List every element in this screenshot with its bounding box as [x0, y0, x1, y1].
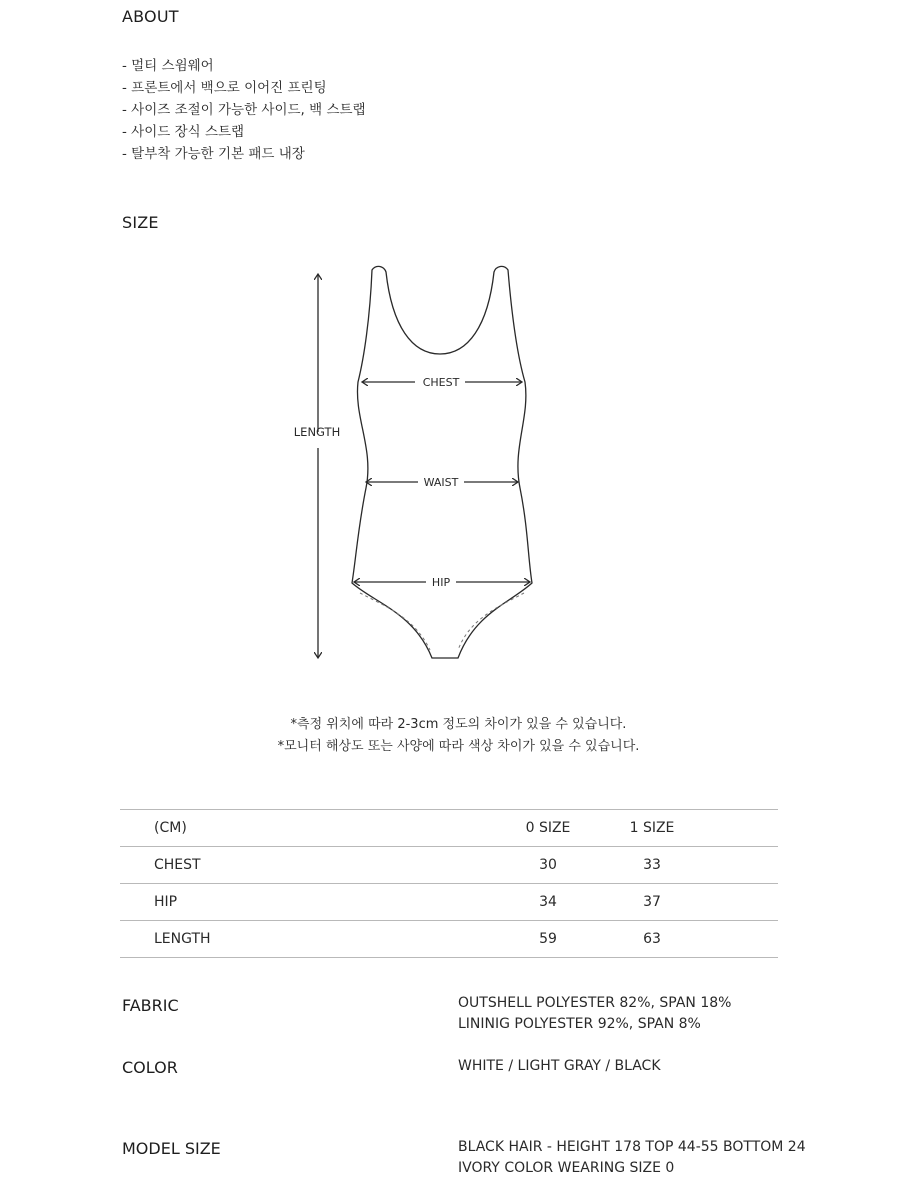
swimsuit-size-diagram — [280, 258, 560, 668]
fabric-line: OUTSHELL POLYESTER 82%, SPAN 18% — [458, 995, 732, 1011]
table-cell-size0: 30 — [496, 847, 600, 884]
table-header-size0: 0 SIZE — [496, 810, 600, 847]
table-cell-measure: CHEST — [120, 847, 496, 884]
fabric-label: FABRIC — [122, 996, 179, 1015]
about-title: ABOUT — [122, 7, 179, 26]
measurement-notes — [0, 714, 899, 758]
table-cell-size1: 63 — [600, 921, 778, 958]
model-size-value — [458, 1137, 806, 1179]
note-line: *모니터 해상도 또는 사양에 따라 색상 차이가 있을 수 있습니다. — [277, 739, 640, 754]
swimsuit-outline — [352, 266, 532, 658]
about-item: - 사이드 장식 스트랩 — [122, 124, 245, 140]
about-item: - 탈부착 가능한 기본 패드 내장 — [122, 146, 305, 162]
waist-label: WAIST — [423, 476, 459, 489]
chest-label: CHEST — [422, 376, 460, 389]
model-size-label: MODEL SIZE — [122, 1139, 221, 1158]
table-header-size1: 1 SIZE — [600, 810, 778, 847]
table-header-unit: (CM) — [120, 810, 496, 847]
model-size-line: IVORY COLOR WEARING SIZE 0 — [458, 1160, 675, 1176]
size-table — [120, 809, 778, 958]
model-size-line: BLACK HAIR - HEIGHT 178 TOP 44-55 BOTTOM 24 — [458, 1139, 806, 1155]
table-row — [120, 847, 778, 884]
note-line: *측정 위치에 따라 2-3cm 정도의 차이가 있을 수 있습니다. — [290, 717, 627, 732]
color-value: WHITE / LIGHT GRAY / BLACK — [458, 1058, 661, 1074]
about-item: - 프론트에서 백으로 이어진 프린팅 — [122, 80, 327, 96]
leg-seam-right — [458, 593, 524, 650]
table-header-row — [120, 810, 778, 847]
fabric-line: LININIG POLYESTER 92%, SPAN 8% — [458, 1016, 701, 1032]
color-label: COLOR — [122, 1058, 178, 1077]
table-row — [120, 921, 778, 958]
table-cell-size0: 34 — [496, 884, 600, 921]
about-item: - 멀티 스윔웨어 — [122, 58, 214, 74]
length-label: LENGTH — [293, 425, 341, 439]
leg-seam-left — [360, 593, 430, 650]
fabric-value — [458, 993, 731, 1035]
table-cell-size1: 37 — [600, 884, 778, 921]
size-title: SIZE — [122, 213, 159, 232]
hip-label: HIP — [431, 576, 451, 589]
table-cell-size1: 33 — [600, 847, 778, 884]
table-cell-measure: HIP — [120, 884, 496, 921]
table-cell-measure: LENGTH — [120, 921, 496, 958]
table-row — [120, 884, 778, 921]
table-cell-size0: 59 — [496, 921, 600, 958]
about-feature-list — [122, 55, 366, 165]
about-item: - 사이즈 조절이 가능한 사이드, 백 스트랩 — [122, 102, 366, 118]
